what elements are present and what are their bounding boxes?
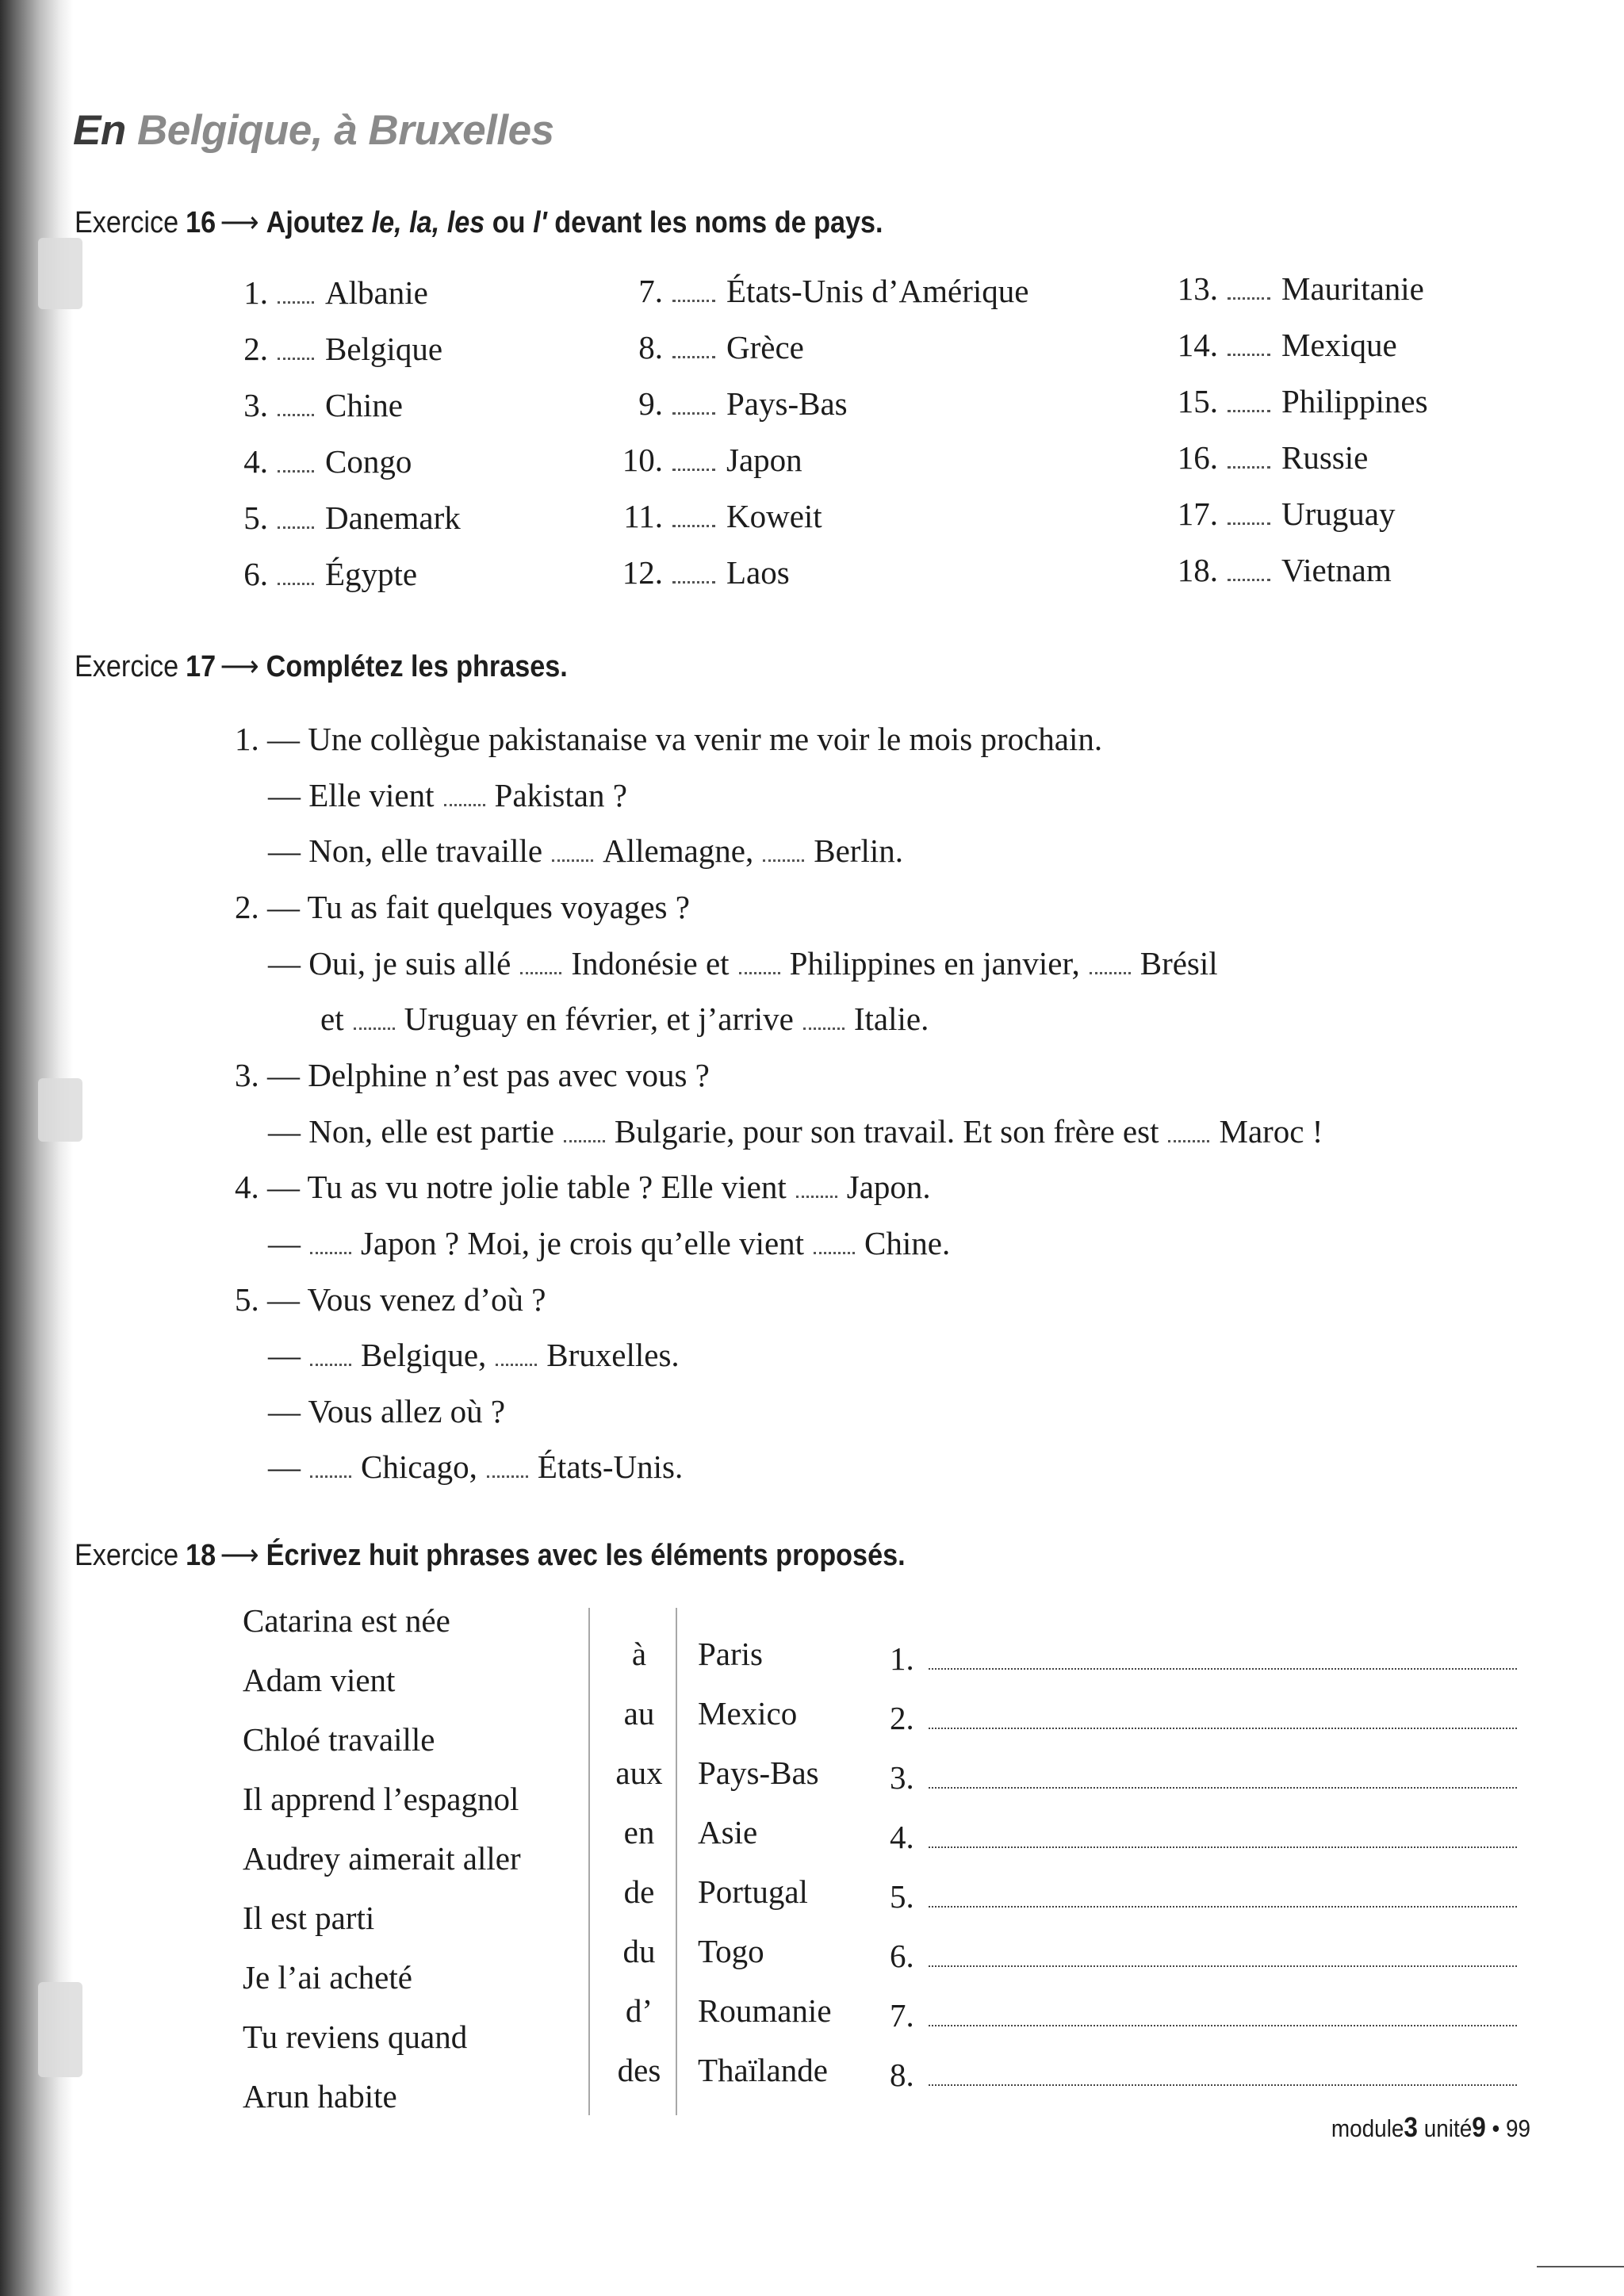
preposition-item: en (623, 1814, 655, 1850)
answer-blank[interactable] (552, 837, 593, 862)
answer-blank[interactable] (278, 446, 314, 473)
answer-blank[interactable] (1228, 555, 1270, 581)
country-item: 1. Albanie (243, 274, 428, 311)
exercise-label: Exercice (75, 206, 179, 239)
answer-blank[interactable] (278, 277, 314, 304)
country-item: 5. Danemark (243, 499, 461, 536)
country-item: 7. États-Unis d’Amérique (638, 273, 1029, 309)
answer-blank[interactable] (278, 503, 314, 529)
answer-blank[interactable] (672, 557, 715, 584)
subject-item: Chloé travaille (243, 1721, 435, 1758)
answer-blank[interactable] (1168, 1118, 1209, 1142)
footer-rule (1537, 2266, 1624, 2267)
place-item: Thaïlande (698, 2052, 828, 2088)
answer-blank[interactable] (310, 1341, 351, 1366)
exercise-number: 17 (186, 650, 216, 683)
page-title: En Belgique, à Bruxelles (73, 107, 554, 154)
exercise-number: 18 (186, 1539, 216, 1572)
country-item: 13. Mauritanie (1177, 270, 1424, 307)
exercise-instruction: Complétez les phrases. (266, 650, 568, 683)
preposition-item: des (617, 2052, 661, 2088)
page-number: 99 (1505, 2114, 1530, 2142)
answer-blank[interactable] (739, 950, 780, 974)
place-item: Togo (698, 1933, 764, 1969)
subject-item: Il apprend l’espagnol (243, 1781, 519, 1817)
answer-field[interactable] (929, 1827, 1517, 1848)
answer-blank[interactable] (814, 1230, 855, 1254)
answer-line: 8. (890, 2056, 1517, 2094)
preposition-item: du (622, 1933, 656, 1969)
sentence-line: 2. — Tu as fait quelques voyages ? (235, 889, 690, 925)
scan-mark (38, 1982, 82, 2077)
answer-blank[interactable] (564, 1118, 605, 1142)
exercise-number: 16 (186, 206, 216, 239)
place-item: Pays-Bas (698, 1755, 819, 1791)
country-item: 3. Chine (243, 387, 403, 423)
country-item: 12. Laos (622, 554, 790, 591)
answer-blank[interactable] (803, 1005, 845, 1030)
subject-item: Catarina est née (243, 1602, 450, 1639)
preposition-item: à (631, 1636, 647, 1672)
answer-blank[interactable] (354, 1005, 395, 1030)
answer-blank[interactable] (310, 1230, 351, 1254)
answer-line: 6. (890, 1937, 1517, 1975)
subject-item: Je l’ai acheté (243, 1959, 412, 1996)
exercise-18-heading (75, 1537, 906, 1573)
country-item: 15. Philippines (1177, 383, 1428, 419)
answer-blank[interactable] (278, 334, 314, 360)
sentence-line: et Uruguay en février, et j’arrive Italie. (320, 1001, 929, 1037)
sentence-line: — Japon ? Moi, je crois qu’elle vient Chine. (268, 1225, 951, 1261)
sentence-line: — Vous allez où ? (268, 1393, 506, 1429)
answer-blank[interactable] (278, 390, 314, 416)
country-item: 8. Grèce (638, 329, 804, 365)
exercise-instruction: Écrivez huit phrases avec les éléments proposés. (266, 1539, 906, 1572)
answer-blank[interactable] (1228, 442, 1270, 469)
answer-blank[interactable] (1228, 499, 1270, 525)
answer-line: 3. (890, 1758, 1517, 1797)
column-divider (676, 1608, 677, 2115)
sentence-line: — Belgique, Bruxelles. (268, 1337, 680, 1373)
answer-blank[interactable] (520, 950, 561, 974)
place-item: Asie (698, 1814, 758, 1850)
answer-blank[interactable] (310, 1453, 351, 1478)
answer-line: 4. (890, 1818, 1517, 1856)
scan-mark (38, 238, 82, 309)
place-item: Mexico (698, 1695, 798, 1732)
exercise-label: Exercice (75, 650, 179, 683)
page-footer: module3 unité9 • 99 (1331, 2112, 1530, 2143)
answer-blank[interactable] (1090, 950, 1131, 974)
arrow-icon: ⟶ (220, 650, 259, 683)
answer-field[interactable] (929, 1768, 1517, 1789)
arrow-icon: ⟶ (220, 1539, 259, 1572)
answer-line: 2. (890, 1699, 1517, 1737)
sentence-line: — Non, elle travaille Allemagne, Berlin. (268, 832, 903, 869)
answer-blank[interactable] (763, 837, 804, 862)
answer-line: 5. (890, 1877, 1517, 1915)
country-item: 6. Égypte (243, 556, 418, 592)
exercise-instruction: Ajoutez le, la, les ou l' devant les noms de pays. (266, 206, 883, 239)
answer-field[interactable] (929, 1709, 1517, 1729)
subject-item: Arun habite (243, 2078, 397, 2114)
answer-line: 7. (890, 1996, 1517, 2034)
country-item: 10. Japon (622, 442, 802, 478)
exercise-16-heading (75, 205, 883, 240)
sentence-line: 3. — Delphine n’est pas avec vous ? (235, 1057, 710, 1093)
country-item: 2. Belgique (243, 331, 443, 367)
sentence-line: — Chicago, États-Unis. (268, 1448, 684, 1485)
sentence-line: — Elle vient Pakistan ? (268, 777, 627, 813)
answer-field[interactable] (929, 1946, 1517, 1967)
subject-item: Il est parti (243, 1900, 375, 1936)
answer-field[interactable] (929, 1887, 1517, 1908)
arrow-icon: ⟶ (220, 206, 259, 239)
sentence-line: 4. — Tu as vu notre jolie table ? Elle vient Japon. (235, 1169, 931, 1205)
preposition-item: au (623, 1695, 655, 1732)
country-item: 16. Russie (1177, 439, 1369, 476)
subject-item: Adam vient (243, 1662, 396, 1698)
answer-blank[interactable] (672, 445, 715, 471)
subject-item: Audrey aimerait aller (243, 1840, 521, 1877)
place-item: Paris (698, 1636, 763, 1672)
exercise-17-heading (75, 649, 568, 684)
answer-field[interactable] (929, 1649, 1517, 1670)
answer-blank[interactable] (672, 332, 715, 358)
country-item: 11. Koweit (623, 498, 822, 534)
sentence-line: — Oui, je suis allé Indonésie et Philippines en janvier, Brésil (268, 945, 1218, 982)
scan-mark (38, 1078, 82, 1142)
answer-blank[interactable] (1228, 274, 1270, 300)
country-item: 14. Mexique (1177, 327, 1397, 363)
sentence-line: — Non, elle est partie Bulgarie, pour son travail. Et son frère est Maroc ! (268, 1113, 1323, 1150)
column-divider (588, 1608, 590, 2115)
country-item: 4. Congo (243, 443, 412, 480)
answer-line: 1. (890, 1640, 1517, 1678)
subject-item: Tu reviens quand (243, 2019, 468, 2055)
answer-blank[interactable] (672, 276, 715, 302)
sentence-line: 1. — Une collègue pakistanaise va venir me voir le mois prochain. (235, 721, 1103, 757)
answer-blank[interactable] (1228, 386, 1270, 412)
answer-field[interactable] (929, 2006, 1517, 2026)
preposition-item: d’ (625, 1992, 653, 2029)
answer-blank[interactable] (487, 1453, 528, 1478)
book-spine-shadow (0, 0, 73, 2296)
answer-blank[interactable] (672, 501, 715, 527)
answer-blank[interactable] (278, 559, 314, 585)
answer-blank[interactable] (496, 1341, 537, 1366)
place-item: Roumanie (698, 1992, 832, 2029)
answer-blank[interactable] (1228, 330, 1270, 356)
preposition-item: aux (615, 1755, 663, 1791)
country-item: 17. Uruguay (1177, 496, 1396, 532)
country-item: 18. Vietnam (1177, 552, 1392, 588)
answer-blank[interactable] (444, 782, 485, 806)
sentence-line: 5. — Vous venez d’où ? (235, 1281, 546, 1318)
answer-blank[interactable] (672, 388, 715, 415)
preposition-item: de (623, 1873, 655, 1910)
answer-blank[interactable] (796, 1173, 837, 1198)
place-item: Portugal (698, 1873, 808, 1910)
answer-field[interactable] (929, 2065, 1517, 2086)
country-item: 9. Pays-Bas (638, 385, 848, 422)
exercise-label: Exercice (75, 1539, 179, 1572)
